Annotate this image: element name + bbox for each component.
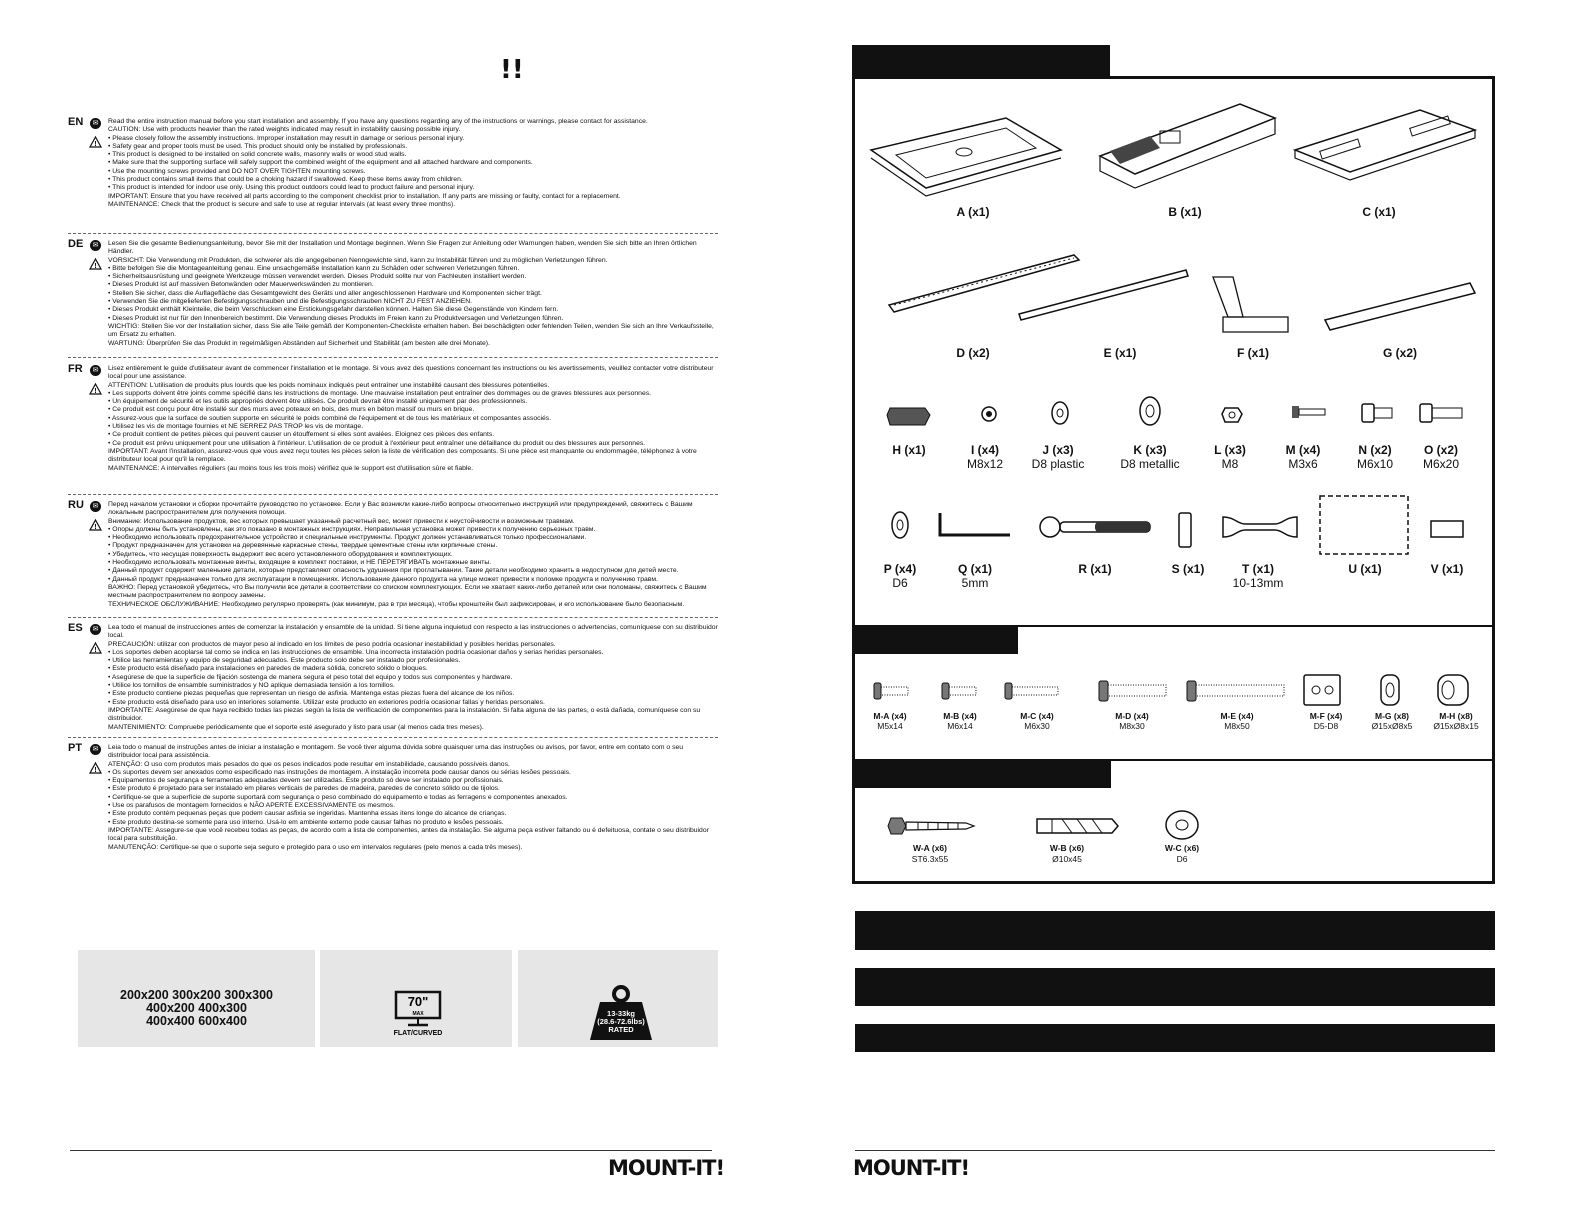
part-r-label: R (x1) <box>1078 562 1112 576</box>
part-h-block-icon <box>885 400 935 430</box>
warning-line: • Este produto contém pequenas peças que podem causar asfixia se ingeridas. Mantenha essas itens longe do alcance de crianças. <box>108 810 507 818</box>
w-b-label: W-B (x6) <box>1049 843 1085 853</box>
m-c-size: M6x30 <box>1024 721 1050 731</box>
part-p-size: D6 <box>892 576 908 590</box>
lang-code: ES <box>68 622 83 634</box>
warning-line: • Utilice las herramientas y equipo de seguridad adecuados. Este producto solo debe ser instalado por profesionales. <box>108 657 461 665</box>
warning-line: Read the entire instruction manual before you start installation and assembly. If you have any questions regarding any of the instructions or warnings, please contact for assistance. <box>108 118 648 125</box>
warning-triangle-icon <box>89 258 102 270</box>
warning-line: IMPORTANT: Avant l'installation, assurez-vous que vous avez reçu toutes les pièces selon la liste de vérification des composants. Si une pièce est manquante ou endommagée, téléphonez à votre distributeur local pour qu'il la remplace. <box>108 447 697 464</box>
language-separator <box>68 494 718 495</box>
part-s-bit-icon <box>1175 510 1195 550</box>
m-d-screw-icon <box>1097 678 1172 706</box>
warning-line: • Assurez-vous que la surface de soutien supporte en sécurité le poids combiné de l'équipement et de tous les matériaux et composantes associés. <box>108 414 552 422</box>
warning-line: • Este producto contiene piezas pequeñas que representan un riesgo de asfixia. Mantenga estas piezas fuera del alcance de los niños. <box>108 690 515 698</box>
warning-line: • Use os parafusos de montagem fornecidos e NÃO APERTE EXCESSIVAMENTE os mesmos. <box>108 802 395 810</box>
warning-line: • Необходимо использовать предохранительное устройство и специальные инструменты. Продукт должен устанавливаться только профессионалами. <box>108 534 587 542</box>
warning-line: VORSICHT: Die Verwendung mit Produkten, die schwerer als die angegebenen Nenngewichte sind, kann zu Instabilität führen und zu möglichen Verletzungen führen. <box>108 256 608 264</box>
warning-line: MANTENIMIENTO: Compruebe periódicamente que el soporte esté asegurado y listo para usar (al menos cada tres meses). <box>108 723 484 731</box>
part-q-label: Q (x1) <box>957 562 992 576</box>
black-bar <box>855 1024 1495 1052</box>
warning-line: • Продукт предназначен для установки на деревянные каркасные стены, твердые цементные стены или кирпичные стены. <box>108 542 498 550</box>
m-h-label: M-H (x8) <box>1439 711 1473 721</box>
m-g-spacer-icon <box>1378 673 1404 707</box>
read-manual-icon: ✉ <box>90 744 101 755</box>
m-c-screw-icon <box>1003 680 1063 704</box>
brand-logo: MOUNT-IT! <box>853 1156 970 1180</box>
part-n-label: N (x2) <box>1358 443 1392 457</box>
warning-line: ATTENTION: L'utilisation de produits plus lourds que les poids nominaux indiqués peut entraîner une instabilité causant des blessures potentielles. <box>108 381 550 389</box>
warning-line: • Utilisez les vis de montage fournies et NE SERREZ PAS TROP les vis de montage. <box>108 423 364 431</box>
part-l-nut-icon <box>1220 402 1245 427</box>
warning-line: • Опоры должны быть установлены, как это показано в монтажных инструкциях. Неправильная установка может привести к получению серьезных травм. <box>108 525 596 533</box>
warning-line: • Ce produit contient de petites pièces qui peuvent causer un étouffement si elles sont avalées. Eloignez ces pièces des enfants. <box>108 431 495 439</box>
warning-line: IMPORTANTE: Assegure-se que você recebeu todas as peças, de acordo com a lista de componentes, antes da instalação. Se alguma peça estiver faltando ou é defeituosa, contate o seu distribuidor local para substituição. <box>108 826 709 843</box>
m-f-washer-plate-icon <box>1302 673 1342 707</box>
warning-title: !! <box>500 55 524 85</box>
part-t-size: 10-13mm <box>1232 576 1284 590</box>
w-b-size: Ø10x45 <box>1052 854 1082 864</box>
part-s-label: S (x1) <box>1171 562 1205 576</box>
m-e-size: M8x50 <box>1224 721 1250 731</box>
screen-size-box <box>320 950 512 1047</box>
part-b-arm-icon <box>1090 96 1280 196</box>
warning-line: CAUTION: Use with products heavier than the rated weights indicated may result in instability causing possible injury. <box>108 126 461 134</box>
warning-line: • Dieses Produkt ist auf massiven Betonwänden oder Mauerwerkswänden zu montieren. <box>108 281 374 289</box>
black-bar <box>855 911 1495 950</box>
m-h-spacer-icon <box>1435 673 1473 707</box>
part-c-bracket-icon <box>1290 100 1480 190</box>
lang-block-en <box>68 118 718 209</box>
part-o-label: O (x2) <box>1423 443 1458 457</box>
part-m-label: M (x4) <box>1285 443 1321 457</box>
warning-line: • Certifique-se que a superfície de suporte suportará com segurança o peso combinado do equipamento e todas as ferragens e componentes anexados. <box>108 793 568 801</box>
warning-triangle-icon <box>89 762 102 774</box>
svg-text:!: ! <box>94 647 97 654</box>
warning-line: • Stellen Sie sicher, dass die Auflagefläche das Gesamtgewicht des Geräts und aller angeschlossenen Hardware und Komponenten sicher trägt. <box>108 289 542 297</box>
w-c-size: D6 <box>1176 854 1188 864</box>
lang-code: PT <box>68 742 83 754</box>
part-f-support-icon <box>1208 272 1298 342</box>
warning-line: • This product is intended for indoor use only. Using this product outdoors could lead to product failure and personal injury. <box>108 184 475 192</box>
warning-line: Lesen Sie die gesamte Bedienungsanleitung, bevor Sie mit der Installation und Montage beginnen. Wenn Sie Fragen zur Anleitung oder Warnungen haben, wenden Sie sich bitte an Ihren örtlichen Händler. <box>108 240 697 256</box>
warning-line: ВАЖНО: Перед установкой убедитесь, что Вы получили все детали в соответствии со списком комплектующих. Если не хватает каких-либо деталей или они поломаны, свяжитесь с Вашим местным распространителем по вопросу замены. <box>108 583 707 600</box>
part-n-bolt-icon <box>1360 400 1400 426</box>
warning-line: • Utilice los tornillos de ensamble suministrados y NO aplique demasiada tensión a los tornillos. <box>108 682 395 690</box>
part-j-label: J (x3) <box>1042 443 1074 457</box>
part-v-spacer-icon <box>1428 518 1468 540</box>
lang-text <box>108 501 718 609</box>
warning-line: Внимание: Использование продуктов, вес которых превышает указанный расчетный вес, может привести к неустойчивости и возможным травмам. <box>108 517 575 525</box>
part-g-cover-icon <box>1320 278 1480 338</box>
vesa-line: 200x200 300x200 300x300 <box>120 988 273 1002</box>
w-c-label: W-C (x6) <box>1164 843 1200 853</box>
part-t-wrench-icon <box>1215 512 1305 542</box>
lang-block-es <box>68 624 718 732</box>
warning-line: MANUTENÇÃO: Certifique-se que o suporte seja seguro e protegido para o uso em intervalos regulares (pelo menos a cada três meses). <box>108 843 523 851</box>
svg-text:!: ! <box>94 141 97 148</box>
part-k-label: K (x3) <box>1133 443 1167 457</box>
w-c-washer-icon <box>1163 808 1201 842</box>
part-b-label: B (x1) <box>1168 205 1202 219</box>
warning-triangle-icon <box>89 642 102 654</box>
lang-text <box>108 365 718 473</box>
part-d-label: D (x2) <box>956 346 990 360</box>
brand-logo: MOUNT-IT! <box>608 1156 725 1180</box>
svg-text:!: ! <box>94 767 97 774</box>
warning-line: • Les supports doivent être joints comme spécifié dans les instructions de montage. Une mauvaise installation peut entraîner des dommages ou de graves blessures aux personnes. <box>108 389 652 397</box>
warning-line: • Equipamentos de segurança e ferramentas adequadas devem ser utilizadas. Este produto só deve ser instalado por profissionais. <box>108 777 504 785</box>
part-l-label: L (x3) <box>1214 443 1246 457</box>
lang-code: FR <box>68 363 83 375</box>
weight-icon <box>518 950 718 1047</box>
m-a-screw-icon <box>872 680 912 704</box>
part-v-label: V (x1) <box>1430 562 1464 576</box>
m-g-size: Ø15xØ8x5 <box>1371 721 1413 731</box>
lang-text <box>108 624 718 732</box>
warning-line: • Los soportes deben acoplarse tal como se indica en las instrucciones de ensamble. Una incorrecta instalación podría ocasionar daños y serias heridas personales. <box>108 648 604 656</box>
lang-block-ru <box>68 501 718 609</box>
warning-line: MAINTENANCE: Check that the product is secure and safe to use at regular intervals (at least every three months). <box>108 200 456 208</box>
tv-icon <box>320 950 512 1047</box>
w-b-anchor-icon <box>1032 812 1122 840</box>
w-a-label: W-A (x6) <box>913 843 947 853</box>
weight-rated: RATED <box>608 1025 634 1034</box>
footer-divider <box>70 1150 712 1151</box>
m-f-label: M-F (x4) <box>1309 711 1343 721</box>
part-e-rail-icon <box>1016 262 1191 327</box>
vesa-line: 400x200 400x300 <box>146 1001 247 1015</box>
part-j-washer-icon <box>1045 398 1075 428</box>
warning-line: PRECAUCIÓN: utilizar con productos de mayor peso al indicado en los límites de peso podría ocasionar inestabilidad y posibles heridas personales. <box>108 640 556 648</box>
vesa-line: 400x400 600x400 <box>146 1014 247 1028</box>
warning-line: • Данный продукт предназначен только для эксплуатации в помещениях. Использование данного продукта на улице может привести к поломке продукта и получению травм. <box>108 575 658 583</box>
part-u-template-icon <box>1318 494 1410 556</box>
lang-text <box>108 240 718 348</box>
m-e-label: M-E (x4) <box>1220 711 1254 721</box>
warning-line: IMPORTANT: Ensure that you have received all parts according to the component checklist prior to installation. If any parts are missing or faulty, contact for a replacement. <box>108 192 621 200</box>
lang-block-de <box>68 240 718 348</box>
monitor-hardware-tab <box>855 627 1018 654</box>
warning-line: • Ce produit est prévu uniquement pour une utilisation à l'intérieur. L'utilisation de ce produit à l'extérieur peut entraîner une défaillance du produit ou des blessures aux personnes. <box>108 439 646 447</box>
m-b-label: M-B (x4) <box>943 711 977 721</box>
m-h-size: Ø15xØ8x15 <box>1433 721 1479 731</box>
warning-line: • Os suportes devem ser anexados como especificado nas instruções de montagem. A instalação incorreta pode causar danos ou sérias lesões pessoais. <box>108 768 571 776</box>
parts-section-tab <box>852 45 1110 78</box>
read-manual-icon: ✉ <box>90 118 101 129</box>
read-manual-icon: ✉ <box>90 240 101 251</box>
part-f-label: F (x1) <box>1236 346 1269 360</box>
warning-triangle-icon <box>89 519 102 531</box>
vesa-spec-box <box>78 950 315 1047</box>
lang-code: DE <box>68 238 84 250</box>
warning-line: • Este produto é projetado para ser instalado em pilares verticais de paredes de madeira, paredes de concreto sólido ou de tijolos. <box>108 785 500 793</box>
part-h-label: H (x1) <box>892 443 926 457</box>
warning-line: • Sicherheitsausrüstung und geeignete Werkzeuge müssen verwendet werden. Dieses Produkt sollte nur von Fachleuten installiert werden. <box>108 273 527 281</box>
lang-block-pt <box>68 744 718 852</box>
part-q-size: 5mm <box>961 576 989 590</box>
warning-line: • This product is designed to be installed on solid concrete walls, masonry walls or wood stud walls. <box>108 151 407 159</box>
part-k-washer-icon <box>1135 394 1165 428</box>
warning-line: • Asegúrese de que la superficie de fijación sostenga de manera segura el peso total del equipo y todos sus componentes y hardware. <box>108 673 513 681</box>
language-separator <box>68 233 718 234</box>
part-k-size: D8 metallic <box>1120 457 1180 471</box>
warning-line: Перед началом установки и сборки прочитайте руководство по установке. Если у Вас возникли какие-либо вопросы относительно инструкций или предупреждений, свяжитесь с Вашим локальным распространителем для получения помощи. <box>108 501 693 517</box>
warning-line: • Bitte befolgen Sie die Montageanleitung genau. Eine unsachgemäße Installation kann zu Schäden oder schweren Verletzungen führen. <box>108 264 520 272</box>
warning-line: ТЕХНИЧЕСКОЕ ОБСЛУЖИВАНИЕ: Необходимо регулярно проверять (как минимум, раз в три месяца), чтобы кронштейн был зафиксирован, и его использование было безопасным. <box>108 600 685 608</box>
part-a-plate-icon <box>866 100 1066 210</box>
weight-kg: 13-33kg <box>607 1009 635 1018</box>
warning-line: MAINTENANCE: A intervalles réguliers (au moins tous les trois mois) vérifiez que le support est d'utilisation sûre et fiable. <box>108 464 474 472</box>
lang-code: EN <box>68 116 84 128</box>
read-manual-icon: ✉ <box>90 501 101 512</box>
warning-line: WARTUNG: Überprüfen Sie das Produkt in regelmäßigen Abständen auf Sicherheit und Stabilität (am besten alle drei Monate). <box>108 339 490 347</box>
warning-triangle-icon <box>89 383 102 395</box>
warning-line: • Ce produit est conçu pour être installé sur des murs avec poteaux en bois, des murs en béton massif ou murs en brique. <box>108 406 475 414</box>
warning-line: • Safety gear and proper tools must be used. This product should only be installed by professionals. <box>108 142 408 150</box>
weight-lbs: (28.6-72.6lbs) <box>597 1017 645 1026</box>
lang-text <box>108 744 718 852</box>
m-d-label: M-D (x4) <box>1115 711 1149 721</box>
part-c-label: C (x1) <box>1362 205 1396 219</box>
w-a-lag-bolt-icon <box>888 812 978 840</box>
part-p-washer-icon <box>887 508 913 542</box>
warning-line: WICHTIG: Stellen Sie vor der Installation sicher, dass Sie alle Teile gemäß der Komponenten-Checkliste erhalten haben. Bei beschädigten oder fehlenden Teilen, wenden Sie sich an Ihre Verkaufsstelle, um Ersatz zu erhalten. <box>108 322 714 339</box>
language-separator <box>68 737 718 738</box>
warning-line: • Данный продукт содержит маленькие детали, которые представляют опасность удушения при проглатывании. Такие детали необходимо хранить в недоступном для детей месте. <box>108 567 679 575</box>
part-u-label: U (x1) <box>1348 562 1382 576</box>
part-o-bolt-icon <box>1418 400 1468 426</box>
screen-type: FLAT/CURVED <box>393 1030 443 1037</box>
part-m-screw-icon <box>1290 402 1330 424</box>
w-a-size: ST6.3x55 <box>911 854 949 864</box>
part-i-bolt-icon <box>975 402 1005 427</box>
part-m-size: M3x6 <box>1288 457 1318 471</box>
warning-triangle-icon <box>89 136 102 148</box>
part-n-size: M6x10 <box>1356 457 1394 471</box>
warning-line: • Dieses Produkt enthält Kleinteile, die beim Verschlucken eine Erstickungsgefahr darstellen können. Halten Sie diese Gegenstände von Kindern fern. <box>108 306 559 314</box>
m-d-size: M8x30 <box>1119 721 1145 731</box>
warning-line: • Please closely follow the assembly instructions. Improper installation may result in damage or serious personal injury. <box>108 134 465 142</box>
warning-line: • Un équipement de sécurité et les outils appropriés doivent être utilisés. Ce produit devrait être installé uniquement par des professionnels. <box>108 398 528 406</box>
warning-line: • Make sure that the supporting surface will safely support the combined weight of the equipment and all attached hardware and components. <box>108 159 533 167</box>
part-t-label: T (x1) <box>1241 562 1274 576</box>
warning-line: Lisez entièrement le guide d'utilisateur avant de commencer l'installation et le montage. Si vous avez des questions concernant les instructions ou les avertissements, veuillez contacter votre distributeur local pour une assistance. <box>108 365 714 381</box>
warning-line: • Dieses Produkt ist nur für den Innenbereich bestimmt. Die Verwendung dieses Produkts im Freien kann zu Produktversagen und Verletzungen führen. <box>108 314 564 322</box>
warning-line: • Убедитесь, что несущая поверхность выдержит вес всего установленного оборудования и комплектующих. <box>108 550 453 558</box>
svg-text:!: ! <box>94 524 97 531</box>
part-a-label: A (x1) <box>956 205 990 219</box>
lang-code: RU <box>68 499 84 511</box>
language-separator <box>68 617 718 618</box>
screen-max: MAX <box>412 1011 424 1017</box>
part-p-label: P (x4) <box>883 562 917 576</box>
part-r-ratchet-icon <box>1035 512 1155 542</box>
m-a-label: M-A (x4) <box>873 711 907 721</box>
black-bar <box>855 968 1495 1006</box>
m-c-label: M-C (x4) <box>1020 711 1054 721</box>
m-b-screw-icon <box>940 680 980 704</box>
screen-size: 70" <box>407 994 429 1009</box>
warning-line: Lea todo el manual de instrucciones antes de comenzar la instalación y ensamble de la unidad. Si tiene alguna inquietud con respecto a las instrucciones o advertencias, comuníquese con su distribuidor local. <box>108 624 718 640</box>
part-j-size: D8 plastic <box>1031 457 1085 471</box>
warning-line: • Este producto está diseñado para uso en interiores solamente. Utilizar este producto en exteriores podría ocasionar fallas y heridas personales. <box>108 698 545 706</box>
part-l-size: M8 <box>1221 457 1239 471</box>
warning-line: • Este producto está diseñado para instalaciones en paredes de madera sólida, concreto sólido o bloques. <box>108 665 428 673</box>
warning-line: ATENÇÃO: O uso com produtos mais pesados do que os pesos indicados pode resultar em instabilidade, causando possíveis danos. <box>108 760 510 768</box>
m-e-screw-icon <box>1185 678 1290 706</box>
read-manual-icon: ✉ <box>90 365 101 376</box>
warning-line: • Use the mounting screws provided and DO NOT OVER TIGHTEN mounting screws. <box>108 167 366 175</box>
left-page <box>0 0 780 1225</box>
m-g-label: M-G (x8) <box>1375 711 1409 721</box>
warning-line: • Este produto destina-se somente para uso interno. Usá-lo em ambiente externo pode causar falhas no produto e lesões pessoais. <box>108 818 504 826</box>
warning-line: • Необходимо использовать монтажные винты, входящие в комплект поставки, и НЕ ПЕРЕТЯГИВАТЬ монтажные винты. <box>108 559 492 567</box>
warning-line: Leia todo o manual de instruções antes de iniciar a instalação e montagem. Se você tiver alguma dúvida sobre quaisquer uma das instruções ou avisos, por favor, entre em contato com o seu distribuidor local para assistência. <box>108 744 684 760</box>
part-i-size: M8x12 <box>966 457 1004 471</box>
weight-box <box>518 950 718 1047</box>
svg-text:!: ! <box>94 388 97 395</box>
lang-block-fr <box>68 365 718 473</box>
lang-text <box>108 118 718 209</box>
m-a-size: M5x14 <box>877 721 903 731</box>
read-manual-icon: ✉ <box>90 624 101 635</box>
warning-line: • Verwenden Sie die mitgelieferten Befestigungsschrauben und die Befestigungsschrauben NICHT ZU FEST ANZIEHEN. <box>108 298 473 306</box>
svg-text:!: ! <box>94 263 97 270</box>
m-b-size: M6x14 <box>947 721 973 731</box>
language-separator <box>68 357 718 358</box>
wall-hardware-tab <box>855 761 1111 788</box>
warning-line: IMPORTANTE: Asegúrese de que haya recibido todas las piezas según la lista de verificación de componentes para la instalación. Si falta alguna de las partes, o está dañada, comuníquese con su distribuidor. <box>108 706 701 723</box>
part-i-label: I (x4) <box>970 443 999 457</box>
footer-divider <box>855 1150 1495 1151</box>
part-e-label: E (x1) <box>1103 346 1137 360</box>
warning-line: • This product contains small items that could be a choking hazard if swallowed. Keep these items away from children. <box>108 176 463 184</box>
part-g-label: G (x2) <box>1382 346 1417 360</box>
part-q-hex-key-icon <box>935 510 1015 540</box>
part-o-size: M6x20 <box>1422 457 1460 471</box>
m-f-size: D5-D8 <box>1313 721 1339 731</box>
